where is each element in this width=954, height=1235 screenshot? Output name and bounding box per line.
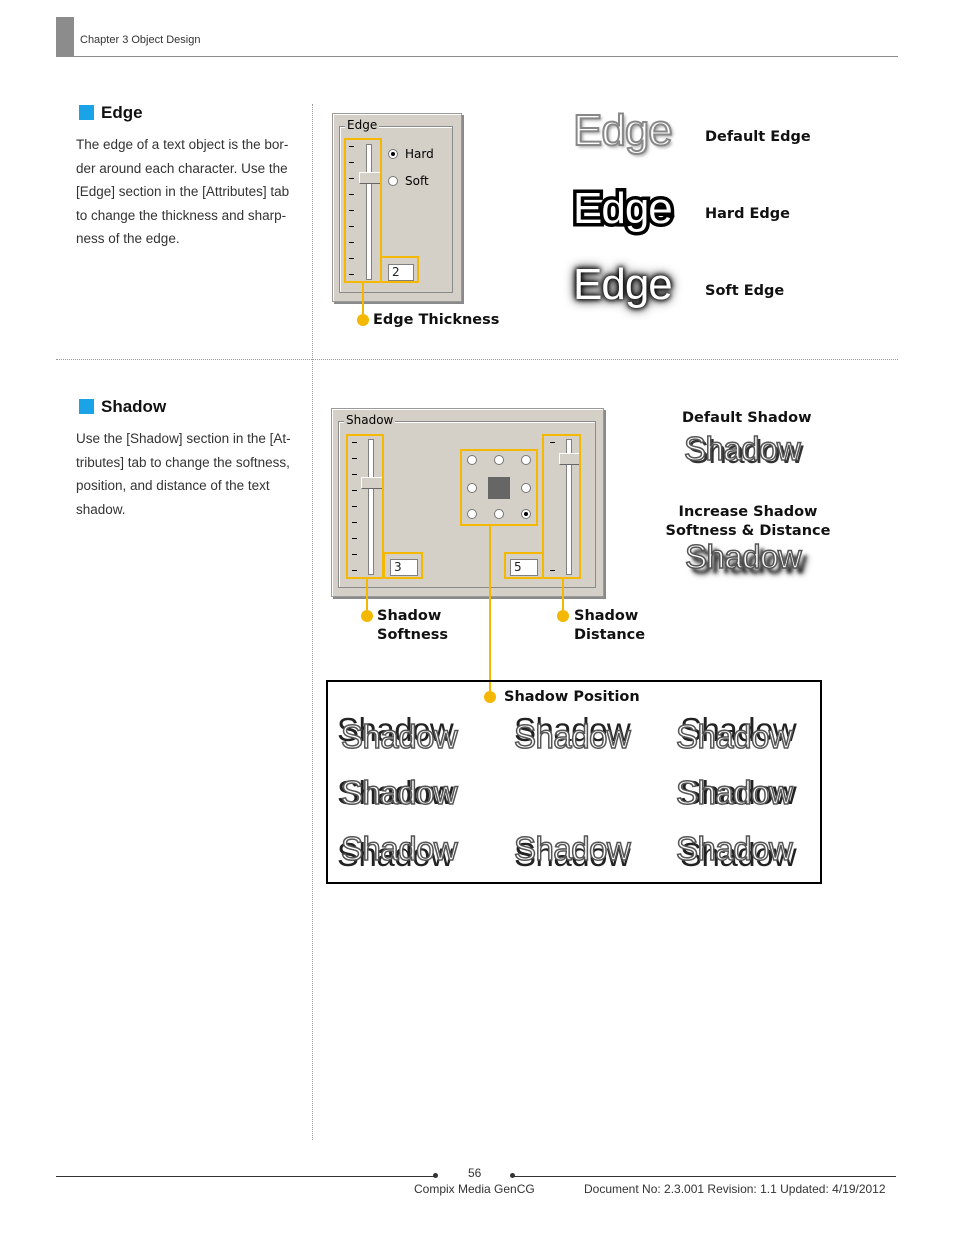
- shadow-distance-highlight: [542, 434, 581, 579]
- shadow-distance-callout: [574, 607, 645, 645]
- callout-line: Softness & Distance: [665, 523, 831, 539]
- shadow-distance-callout-dot: [557, 610, 569, 622]
- section-separator: [56, 359, 898, 360]
- footer-rule-right: [512, 1176, 896, 1177]
- shadow-pos-sample-right: Shadow: [676, 774, 793, 811]
- shadow-pos-sample-bottom-right: Shadow: [676, 830, 793, 867]
- shadow-section-marker-icon: [79, 399, 94, 414]
- edge-body-line: The edge of a text object is the bor-: [76, 137, 289, 152]
- shadow-softness-callout: [377, 607, 448, 645]
- edge-body-line: to change the thickness and sharp-: [76, 207, 287, 223]
- shadow-softness-value-highlight: [383, 552, 423, 579]
- shadow-body-line: position, and distance of the text: [76, 478, 270, 493]
- edge-hard-radio[interactable]: [388, 149, 398, 159]
- default-shadow-sample: Shadow: [684, 430, 801, 467]
- edge-section-marker-icon: [79, 105, 94, 120]
- shadow-position-callout: Shadow Position: [504, 689, 640, 705]
- callout-line: Increase Shadow: [678, 504, 818, 520]
- shadow-body-line: shadow.: [76, 501, 126, 517]
- shadow-section-body: [76, 427, 304, 521]
- edge-body-line: der around each character. Use the: [76, 160, 288, 176]
- header-rule: [56, 56, 898, 57]
- page-number: 56: [468, 1166, 482, 1180]
- chapter-title: Chapter 3 Object Design: [80, 34, 201, 46]
- edge-soft-label: Soft: [405, 174, 429, 188]
- shadow-softness-callout-line: [366, 578, 368, 612]
- shadow-pos-sample-bottom-left: Shadow: [341, 830, 458, 867]
- callout-line: Distance: [574, 627, 646, 643]
- footer-document-info: Document No: 2.3.001 Revision: 1.1 Updated: 4/19/2012: [584, 1182, 886, 1196]
- shadow-body-line: tributes] tab to change the softness,: [76, 454, 290, 470]
- shadow-distance-input[interactable]: 5: [510, 559, 538, 576]
- column-separator: [312, 104, 313, 1140]
- shadow-section-title: Shadow: [101, 397, 167, 416]
- increase-shadow-label: [661, 503, 835, 541]
- footer-dot-left: [433, 1173, 438, 1178]
- footer-product: Compix Media GenCG: [414, 1182, 535, 1196]
- edge-callout-line: [362, 282, 364, 318]
- shadow-position-callout-line: [489, 525, 491, 691]
- shadow-pos-sample-left: Shadow: [341, 774, 458, 811]
- increase-shadow-sample: Shadow: [685, 538, 802, 575]
- edge-section-body: [76, 133, 304, 251]
- callout-line: Softness: [377, 627, 449, 643]
- edge-hard-label: Hard: [405, 147, 434, 161]
- shadow-softness-highlight: [346, 434, 384, 579]
- edge-group-label: Edge: [347, 118, 378, 132]
- edge-body-line: [Edge] section in the [Attributes] tab: [76, 184, 290, 199]
- shadow-softness-input[interactable]: 3: [390, 559, 418, 576]
- edge-soft-radio[interactable]: [388, 176, 398, 186]
- edge-sample-default: Edge: [573, 106, 672, 155]
- shadow-distance-callout-line: [562, 578, 564, 612]
- edge-section-title: Edge: [101, 103, 143, 122]
- edge-label-hard: Hard Edge: [705, 206, 790, 222]
- edge-thickness-value-highlight: [380, 256, 419, 283]
- edge-label-default: Default Edge: [705, 129, 811, 145]
- edge-callout-dot: [357, 314, 369, 326]
- edge-label-soft: Soft Edge: [705, 283, 785, 299]
- shadow-softness-callout-dot: [361, 610, 373, 622]
- default-shadow-label: Default Shadow: [682, 410, 812, 426]
- footer-rule-left: [56, 1176, 436, 1177]
- shadow-pos-sample-top-left: Shadow: [341, 718, 458, 755]
- edge-sample-soft: Edge: [573, 260, 672, 309]
- callout-line: Shadow: [574, 608, 639, 624]
- edge-thickness-callout: Edge Thickness: [373, 312, 500, 328]
- shadow-pos-sample-bottom: Shadow: [514, 830, 631, 867]
- edge-thickness-highlight: [344, 138, 382, 283]
- shadow-body-line: Use the [Shadow] section in the [At-: [76, 431, 291, 446]
- edge-body-line: ness of the edge.: [76, 231, 180, 246]
- shadow-pos-sample-top-right: Shadow: [676, 718, 793, 755]
- shadow-distance-value-highlight: [504, 552, 544, 579]
- edge-sample-hard: Edge: [573, 184, 672, 233]
- shadow-group-label: Shadow: [346, 413, 394, 427]
- shadow-pos-sample-top: Shadow: [514, 718, 631, 755]
- callout-line: Shadow: [377, 608, 442, 624]
- shadow-position-highlight: [460, 449, 538, 526]
- edge-thickness-input[interactable]: 2: [388, 264, 414, 281]
- header-gray-block: [56, 17, 74, 57]
